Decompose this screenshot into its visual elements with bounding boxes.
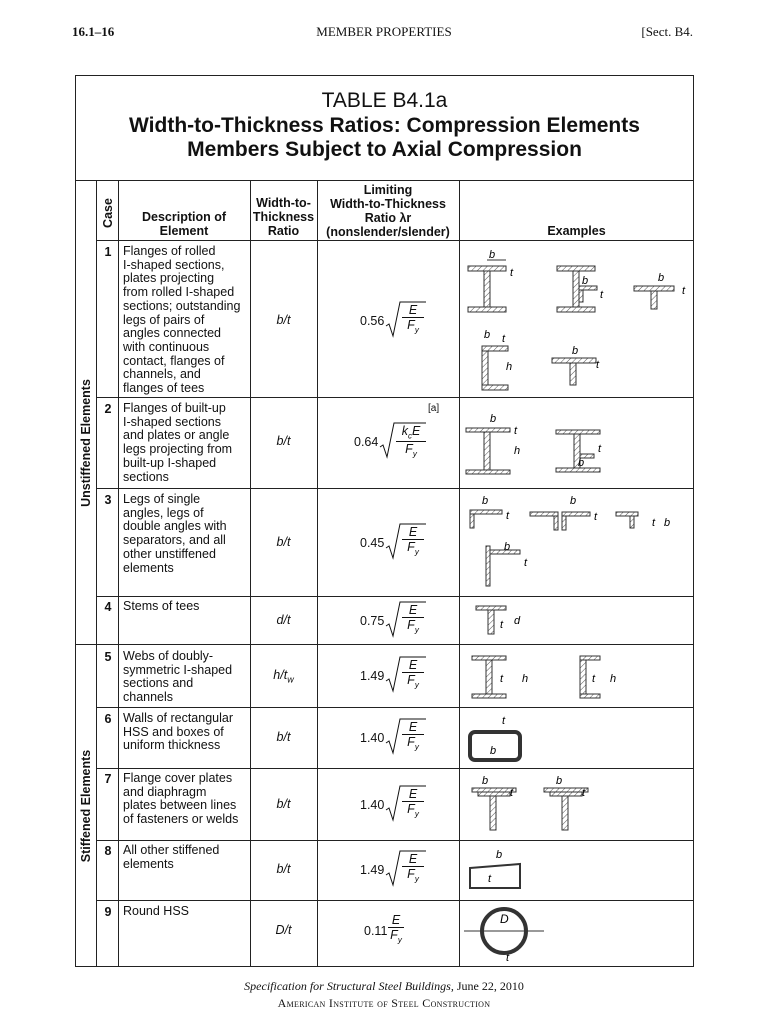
example-sketch-rectangular-hss — [462, 712, 692, 766]
limiting-ratio-formula — [350, 300, 440, 340]
description-line: sections — [123, 469, 169, 484]
limiting-ratio-formula — [350, 655, 440, 695]
svg-text:t: t — [582, 787, 586, 799]
svg-text:t: t — [652, 517, 656, 529]
case-number: 8 — [104, 844, 112, 858]
description-line: Flanges of rolled — [123, 244, 216, 258]
svg-text:b: b — [489, 249, 496, 261]
case-number: 7 — [104, 772, 112, 786]
column-header-examples: Examples — [547, 224, 606, 238]
svg-text:t: t — [506, 510, 510, 522]
grid-line — [96, 707, 694, 708]
description-line: angles, legs of — [123, 505, 204, 520]
svg-text:t: t — [502, 333, 506, 345]
description-line: plates projecting — [123, 271, 215, 286]
description-line: angles connected — [123, 326, 221, 341]
svg-text:t: t — [502, 715, 506, 727]
fraction: $\frac{E}{F_y}$ — [402, 525, 424, 557]
grid-line — [96, 397, 694, 398]
example-sketch-webs — [462, 650, 692, 704]
fraction: $\frac{E}{F_y}$ — [402, 603, 424, 635]
fraction: $\frac{E}{F_y}$ — [388, 913, 404, 945]
grid-line — [96, 840, 694, 841]
description-line: All other stiffened — [123, 843, 220, 857]
group-label-unstiffened: Unstiffened Elements — [79, 378, 93, 507]
limiting-ratio-formula — [350, 522, 440, 562]
group-label-stiffened: Stiffened Elements — [79, 749, 93, 863]
svg-text:b: b — [490, 413, 497, 425]
svg-text:t: t — [596, 359, 600, 371]
coefficient: 0.56 — [360, 314, 385, 328]
footer-citation — [0, 979, 768, 994]
column-header-limiting-ratio: Limiting Width-to-Thickness Ratio λr (nonslender/slender) — [326, 183, 450, 239]
description-line: elements — [123, 856, 174, 871]
svg-text:t: t — [500, 619, 504, 631]
case-number: 2 — [104, 402, 112, 416]
svg-text:t: t — [594, 511, 598, 523]
svg-text:t: t — [592, 673, 596, 685]
coefficient: 1.49 — [360, 863, 385, 877]
svg-text:t: t — [524, 557, 528, 569]
fraction: $\frac{E}{F_y}$ — [402, 303, 424, 335]
svg-text:t: t — [682, 285, 686, 297]
footnote-reference: [a] — [428, 403, 440, 414]
specification-date: June 22, 2010 — [456, 979, 524, 993]
grid-line — [317, 180, 318, 967]
section-reference: [Sect. B4. — [641, 24, 693, 39]
coefficient: 0.45 — [360, 536, 385, 550]
grid-line — [96, 596, 694, 597]
description-line: elements — [123, 560, 174, 575]
coefficient: 1.40 — [360, 731, 385, 745]
svg-text:t: t — [598, 443, 602, 455]
table-title-block — [76, 76, 693, 181]
svg-text:h: h — [506, 361, 513, 373]
description-line: contact, flanges of — [123, 353, 225, 368]
svg-text:t: t — [510, 787, 514, 799]
limiting-ratio-formula — [350, 784, 440, 824]
fraction: $\frac{E}{F_y}$ — [402, 852, 424, 884]
coefficient: 1.49 — [360, 669, 385, 683]
example-sketch-angles — [462, 492, 692, 592]
grid-line — [118, 180, 119, 967]
description-line: Legs of single — [123, 492, 201, 506]
svg-text:b: b — [504, 541, 511, 553]
example-sketch-round-hss — [462, 905, 692, 965]
fraction: $\frac{E}{F_y}$ — [402, 658, 424, 690]
description-line: Flanges of built-up — [123, 401, 226, 415]
svg-text:b: b — [578, 457, 585, 469]
svg-text:h: h — [514, 445, 521, 457]
description-line: channels — [123, 690, 174, 705]
svg-text:b: b — [582, 275, 589, 287]
description-line: HSS and boxes of — [123, 724, 224, 739]
svg-text:t: t — [500, 673, 504, 685]
example-sketch-tee-stem — [462, 600, 692, 640]
case-number: 5 — [104, 650, 112, 664]
svg-text:b: b — [572, 345, 579, 357]
svg-text:b: b — [570, 495, 577, 507]
svg-text:b: b — [482, 775, 489, 787]
table-title-line-2: Members Subject to Axial Compression — [187, 138, 582, 161]
fraction: $k_cE$ $F_y$ — [396, 424, 426, 458]
svg-text:t: t — [600, 289, 604, 301]
description-line: separators, and all — [123, 533, 226, 548]
grid-line — [96, 180, 97, 967]
column-header-description: Description of Element — [141, 210, 227, 238]
width-thickness-ratio: b/t — [276, 862, 291, 876]
description-line: double angles with — [123, 519, 227, 534]
svg-text:t: t — [514, 425, 518, 437]
grid-line — [96, 768, 694, 769]
svg-text:b: b — [664, 517, 671, 529]
coefficient: 0.11 — [364, 924, 388, 938]
width-thickness-ratio: $h/t_w$ — [273, 668, 294, 685]
element-description — [123, 905, 273, 919]
description-line: channels, and — [123, 367, 201, 382]
description-line: sections and — [123, 676, 194, 691]
footer-organization: American Institute of Steel Construction — [277, 996, 491, 1010]
svg-text:t: t — [506, 952, 510, 964]
coefficient: 0.75 — [360, 614, 385, 628]
width-thickness-ratio: b/t — [276, 730, 291, 744]
table-number: TABLE B4.1a — [321, 89, 448, 112]
width-thickness-ratio: b/t — [276, 535, 291, 549]
coefficient: 1.40 — [360, 798, 385, 812]
limiting-ratio-formula — [350, 717, 440, 757]
svg-text:b: b — [496, 849, 503, 861]
case-number: 6 — [104, 712, 112, 726]
case-number: 9 — [104, 905, 112, 919]
column-header-case: Case — [100, 197, 115, 228]
grid-line — [96, 488, 694, 489]
page-number: 16.1–16 — [72, 24, 115, 39]
description-line: from rolled I-shaped — [123, 285, 235, 300]
svg-text:b: b — [658, 272, 665, 284]
element-description — [123, 600, 273, 614]
grid-line — [75, 644, 694, 645]
svg-text:h: h — [522, 673, 529, 685]
svg-text:t: t — [488, 873, 492, 885]
fraction: $\frac{E}{F_y}$ — [402, 720, 424, 752]
grid-line — [96, 900, 694, 901]
description-line: Stems of tees — [123, 599, 200, 613]
svg-text:h: h — [610, 673, 617, 685]
column-header-ratio: Width-to- Thickness Ratio — [252, 196, 315, 238]
limiting-ratio-formula — [350, 910, 440, 950]
limiting-ratio-formula — [350, 600, 440, 640]
example-sketch-cover-plates — [462, 772, 692, 836]
description-line: legs projecting from — [123, 442, 233, 457]
example-sketch-other-stiffened — [462, 846, 692, 896]
description-line: I-shaped sections — [123, 414, 221, 429]
description-line: other unstiffened — [123, 546, 216, 561]
limiting-ratio-formula — [350, 849, 440, 889]
coefficient: 0.64 — [354, 435, 379, 449]
svg-text:D: D — [500, 912, 509, 926]
grid-line — [96, 240, 694, 241]
svg-text:d: d — [514, 615, 521, 627]
specification-title: Specification for Structural Steel Buildings, — [244, 979, 454, 993]
svg-text:b: b — [490, 745, 497, 757]
description-line: and diaphragm — [123, 784, 207, 799]
description-line: Flange cover plates — [123, 771, 233, 785]
example-sketch-built-up-i — [462, 410, 692, 485]
width-thickness-ratio: d/t — [276, 613, 291, 627]
description-line: sections; outstanding — [123, 298, 241, 313]
table-title-line-1: Width-to-Thickness Ratios: Compression Elements — [129, 114, 640, 137]
svg-text:t: t — [510, 267, 514, 279]
description-line: legs of pairs of — [123, 312, 205, 327]
case-number: 3 — [104, 493, 112, 507]
svg-text:b: b — [482, 495, 489, 507]
width-thickness-ratio: b/t — [276, 434, 291, 448]
width-thickness-ratio: D/t — [275, 923, 292, 937]
description-line: I-shaped sections, — [123, 257, 225, 272]
case-number: 4 — [104, 600, 112, 614]
running-title: MEMBER PROPERTIES — [316, 24, 452, 39]
width-thickness-ratio: b/t — [276, 313, 291, 327]
description-line: Webs of doubly- — [123, 649, 214, 663]
description-line: symmetric I-shaped — [123, 662, 233, 677]
svg-text:b: b — [484, 329, 491, 341]
description-line: Round HSS — [123, 904, 190, 918]
case-number: 1 — [104, 245, 112, 259]
description-line: with continuous — [123, 339, 210, 354]
example-sketch-rolled-shapes — [462, 246, 692, 394]
fraction: $\frac{E}{F_y}$ — [402, 787, 424, 819]
description-line: Walls of rectangular — [123, 711, 233, 725]
description-line: uniform thickness — [123, 738, 221, 753]
description-line: and plates or angle — [123, 428, 230, 443]
description-line: of fasteners or welds — [123, 812, 239, 827]
svg-text:b: b — [556, 775, 563, 787]
description-line: built-up I-shaped — [123, 455, 217, 470]
limiting-ratio-formula — [340, 421, 440, 461]
description-line: plates between lines — [123, 798, 237, 813]
description-line: flanges of tees — [123, 381, 205, 396]
grid-line — [459, 180, 460, 967]
width-thickness-ratio: b/t — [276, 797, 291, 811]
